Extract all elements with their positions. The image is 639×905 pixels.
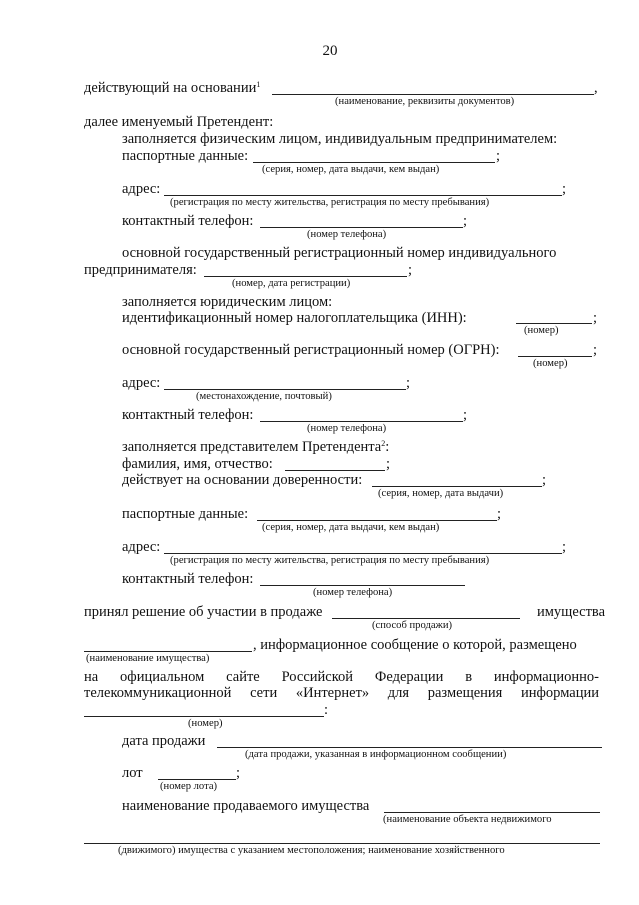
inn-label: идентификационный номер налогоплательщика (ИНН): (122, 310, 467, 326)
inn-field[interactable] (516, 323, 592, 324)
footnote-marker-2: 2 (381, 439, 386, 448)
applicant-intro: далее именуемый Претендент: (84, 114, 274, 130)
phone-label-legal: контактный телефон: (122, 407, 254, 423)
property-description-caption: (наименование объекта недвижимого (383, 814, 552, 825)
page-number: 20 (322, 43, 338, 59)
basis-label: действующий на основании$^1$ (84, 80, 261, 96)
property-word: имущества (537, 604, 606, 620)
sale-date-field[interactable] (217, 747, 602, 748)
address-label-individual: адрес: (122, 181, 161, 197)
legal-entity-section-heading: заполняется юридическим лицом: (122, 294, 333, 310)
basis-caption: (наименование, реквизиты документов) (335, 96, 515, 107)
lot-label: лот (122, 765, 143, 781)
official-site-text-line1: на официальном сайте Российской Федерации в информационно- (84, 669, 599, 685)
footnote-marker-1: 1 (256, 80, 261, 89)
sale-date-label: дата продажи (122, 733, 206, 749)
fullname-semicolon: ; (386, 456, 391, 472)
ogrn-label: основной государственный регистрационный номер (ОГРН): (122, 342, 500, 358)
sale-date-caption: (дата продажи, указанная в информационном сообщении) (245, 749, 507, 760)
decision-text: принял решение об участии в продаже (84, 604, 323, 620)
property-description-caption-continued: (движимого) имущества с указанием местоположения; наименование хозяйственного (118, 845, 505, 856)
lot-field[interactable] (158, 779, 236, 780)
phone-field-representative[interactable] (260, 585, 465, 586)
address-caption-representative: (регистрация по месту жительства, регистрация по месту пребывания) (170, 555, 490, 566)
info-message-text: , информационное сообщение о которой, размещено (253, 637, 577, 653)
property-description-label: наименование продаваемого имущества (122, 798, 370, 814)
address-legal-semicolon: ; (406, 375, 411, 391)
basis-comma: , (594, 80, 598, 96)
passport-field-individual[interactable] (253, 162, 495, 163)
phone-label-representative: контактный телефон: (122, 571, 254, 587)
phone-caption-legal: (номер телефона) (307, 423, 387, 434)
phone-legal-semicolon: ; (463, 407, 468, 423)
address-field-legal[interactable] (164, 389, 406, 390)
inn-caption: (номер) (524, 325, 559, 336)
fullname-field[interactable] (285, 470, 385, 471)
passport-rep-semicolon: ; (497, 506, 502, 522)
passport-caption-representative: (серия, номер, дата выдачи, кем выдан) (262, 522, 440, 533)
passport-label-representative: паспортные данные: (122, 506, 249, 522)
ogrnip-label-line2: предпринимателя: (84, 262, 197, 278)
phone-field-individual[interactable] (260, 227, 463, 228)
address-caption-individual: (регистрация по месту жительства, регистрация по месту пребывания) (170, 197, 490, 208)
site-number-caption: (номер) (188, 718, 223, 729)
phone-semicolon: ; (463, 213, 468, 229)
lot-semicolon: ; (236, 765, 241, 781)
site-number-field[interactable] (84, 716, 324, 717)
phone-caption-individual: (номер телефона) (307, 229, 387, 240)
power-of-attorney-caption: (серия, номер, дата выдачи) (378, 488, 504, 499)
address-caption-legal: (местонахождение, почтовый) (196, 391, 332, 402)
attorney-semicolon: ; (542, 472, 547, 488)
sale-method-caption: (способ продажи) (372, 620, 453, 631)
fullname-label: фамилия, имя, отчество: (122, 456, 273, 472)
address-field-individual[interactable] (164, 195, 562, 196)
address-rep-semicolon: ; (562, 539, 567, 555)
property-name-field[interactable] (84, 651, 252, 652)
sale-method-field[interactable] (332, 618, 520, 619)
power-of-attorney-label: действует на основании доверенности: (122, 472, 363, 488)
passport-field-representative[interactable] (257, 520, 497, 521)
basis-field-line[interactable] (272, 94, 594, 95)
phone-field-legal[interactable] (260, 421, 463, 422)
address-semicolon: ; (562, 181, 567, 197)
ogrnip-semicolon: ; (408, 262, 413, 278)
official-site-text-line2: телекоммуникационной сети «Интернет» для размещения информации (84, 685, 599, 701)
inn-semicolon: ; (593, 310, 598, 326)
passport-semicolon: ; (496, 148, 501, 164)
ogrn-field[interactable] (518, 356, 592, 357)
individual-section-heading: заполняется физическим лицом, индивидуальным предпринимателем: (122, 131, 558, 147)
ogrn-semicolon: ; (593, 342, 598, 358)
phone-caption-representative: (номер телефона) (313, 587, 393, 598)
site-number-colon: : (324, 702, 329, 718)
phone-label-individual: контактный телефон: (122, 213, 254, 229)
power-of-attorney-field[interactable] (372, 486, 542, 487)
property-name-caption: (наименование имущества) (86, 653, 210, 664)
ogrnip-field[interactable] (204, 276, 407, 277)
address-label-representative: адрес: (122, 539, 161, 555)
ogrnip-label-line1: основной государственный регистрационный номер индивидуального (122, 245, 557, 261)
representative-section-heading: заполняется представителем Претендента$^2$: (122, 439, 390, 455)
property-description-field-continued[interactable] (84, 843, 600, 844)
passport-caption-individual: (серия, номер, дата выдачи, кем выдан) (262, 164, 440, 175)
ogrnip-caption: (номер, дата регистрации) (232, 278, 351, 289)
lot-caption: (номер лота) (160, 781, 218, 792)
ogrn-caption: (номер) (533, 358, 568, 369)
property-description-field[interactable] (384, 812, 600, 813)
passport-label-individual: паспортные данные: (122, 148, 249, 164)
address-field-representative[interactable] (164, 553, 562, 554)
address-label-legal: адрес: (122, 375, 161, 391)
